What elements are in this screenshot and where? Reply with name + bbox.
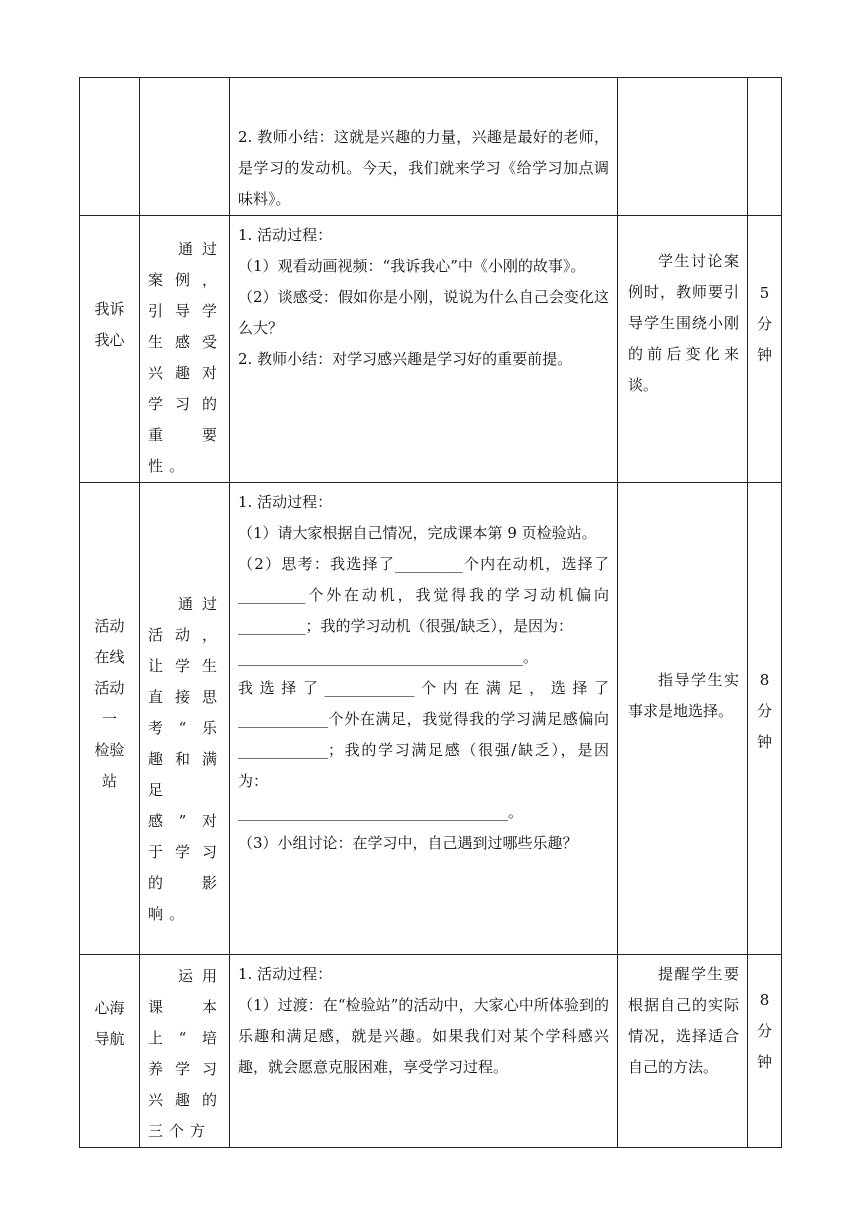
- time-line: 分: [756, 702, 772, 720]
- activity-name-cell: [80, 78, 140, 216]
- activity-process-cell: [230, 955, 618, 1148]
- lesson-plan-table: [79, 77, 782, 1148]
- activity-name-line: 活动: [94, 617, 125, 635]
- activity-name-line: 一: [101, 710, 117, 728]
- table-row: [80, 78, 782, 216]
- activity-name-cell: [80, 483, 140, 955]
- activity-name-line: 站: [101, 772, 117, 790]
- activity-name-cell: [80, 955, 140, 1148]
- teacher-note-text: 学生讨论案例时，教师要引导学生围绕小刚的前后变化来谈。: [628, 252, 739, 394]
- process-paragraph: ______________________________________。: [238, 648, 539, 666]
- time-line: 钟: [756, 733, 772, 751]
- time-line: 钟: [756, 346, 772, 364]
- activity-name-line: 在线: [94, 648, 125, 666]
- process-paragraph: 1. 活动过程：: [238, 493, 333, 511]
- activity-goal-cell: [140, 78, 230, 216]
- process-paragraph: （1）观看动画视频：“我诉我心”中《小刚的故事》。: [238, 257, 586, 275]
- table-row: [80, 483, 782, 955]
- activity-name-line: 导航: [94, 1030, 125, 1048]
- activity-goal-cell: [140, 483, 230, 955]
- activity-goal-text: 通过活动，让学生直接思考“乐趣和满足感”对于学习的影响。: [148, 595, 223, 923]
- process-paragraph: ____________________________________。: [238, 803, 524, 821]
- activity-goal-text: 通过案例，引导学生感受兴趣对学习的重要性。: [148, 240, 223, 475]
- time-line: 8: [759, 991, 770, 1009]
- activity-name-line: 检验: [94, 741, 125, 759]
- teacher-note-text: 提醒学生要根据自己的实际情况，选择适合自己的方法。: [628, 965, 739, 1076]
- time-cell: [748, 78, 782, 216]
- process-paragraph: （2）谈感受：假如你是小刚，说说为什么自己会变化这么大？: [238, 288, 609, 337]
- process-paragraph: 2. 教师小结：对学习感兴趣是学习好的重要前提。: [238, 350, 573, 368]
- time-cell: [748, 216, 782, 483]
- time-line: 5: [759, 284, 770, 302]
- activity-name-line: 心海: [94, 999, 125, 1017]
- activity-goal-cell: [140, 955, 230, 1148]
- teacher-note-cell: [618, 78, 748, 216]
- time-line: 钟: [756, 1053, 772, 1071]
- activity-process-cell: [230, 78, 618, 216]
- process-paragraph: （3）小组讨论：在学习中，自己遇到过哪些乐趣？: [238, 834, 578, 852]
- activity-goal-cell: [140, 216, 230, 483]
- teacher-note-cell: [618, 216, 748, 483]
- process-paragraph: 1. 活动过程：: [238, 226, 333, 244]
- time-line: 分: [756, 315, 772, 333]
- process-paragraph: （1）过渡：在“检验站”的活动中，大家心中所体验到的乐趣和满足感，就是兴趣。如果我们对某个学科感兴趣，就会愿意克服困难，享受学习过程。: [238, 996, 609, 1076]
- time-cell: [748, 955, 782, 1148]
- teacher-note-cell: [618, 483, 748, 955]
- process-paragraph: （2）思考：我选择了_________个内在动机，选择了_________个外在动机，我觉得我的学习动机偏向_________；我的学习动机（很强/缺乏），是因为：: [238, 555, 609, 635]
- table-row: [80, 955, 782, 1148]
- activity-process-cell: [230, 216, 618, 483]
- time-cell: [748, 483, 782, 955]
- activity-name-line: 我诉: [94, 300, 125, 318]
- activity-name-line: 活动: [94, 679, 125, 697]
- activity-name-cell: [80, 216, 140, 483]
- teacher-note-cell: [618, 955, 748, 1148]
- activity-process-cell: [230, 483, 618, 955]
- activity-goal-text: 运用课本上“培养学习兴趣的三个方: [148, 967, 223, 1140]
- time-line: 8: [759, 671, 770, 689]
- table-row: [80, 216, 782, 483]
- process-paragraph: 我选择了____________个内在满足，选择了____________个外在满足，我觉得我的学习满足感偏向____________；我的学习满足感（很强/缺乏），是因为：: [238, 679, 609, 790]
- process-paragraph: 1. 活动过程：: [238, 965, 333, 983]
- activity-name-line: 我心: [94, 331, 125, 349]
- process-paragraph: （1）请大家根据自己情况，完成课本第 9 页检验站。: [238, 524, 597, 542]
- process-paragraph: 2. 教师小结：这就是兴趣的力量，兴趣是最好的老师，是学习的发动机。今天，我们就来学习《给学习加点调味料》。: [238, 128, 609, 208]
- time-line: 分: [756, 1022, 772, 1040]
- teacher-note-text: 指导学生实事求是地选择。: [628, 671, 739, 720]
